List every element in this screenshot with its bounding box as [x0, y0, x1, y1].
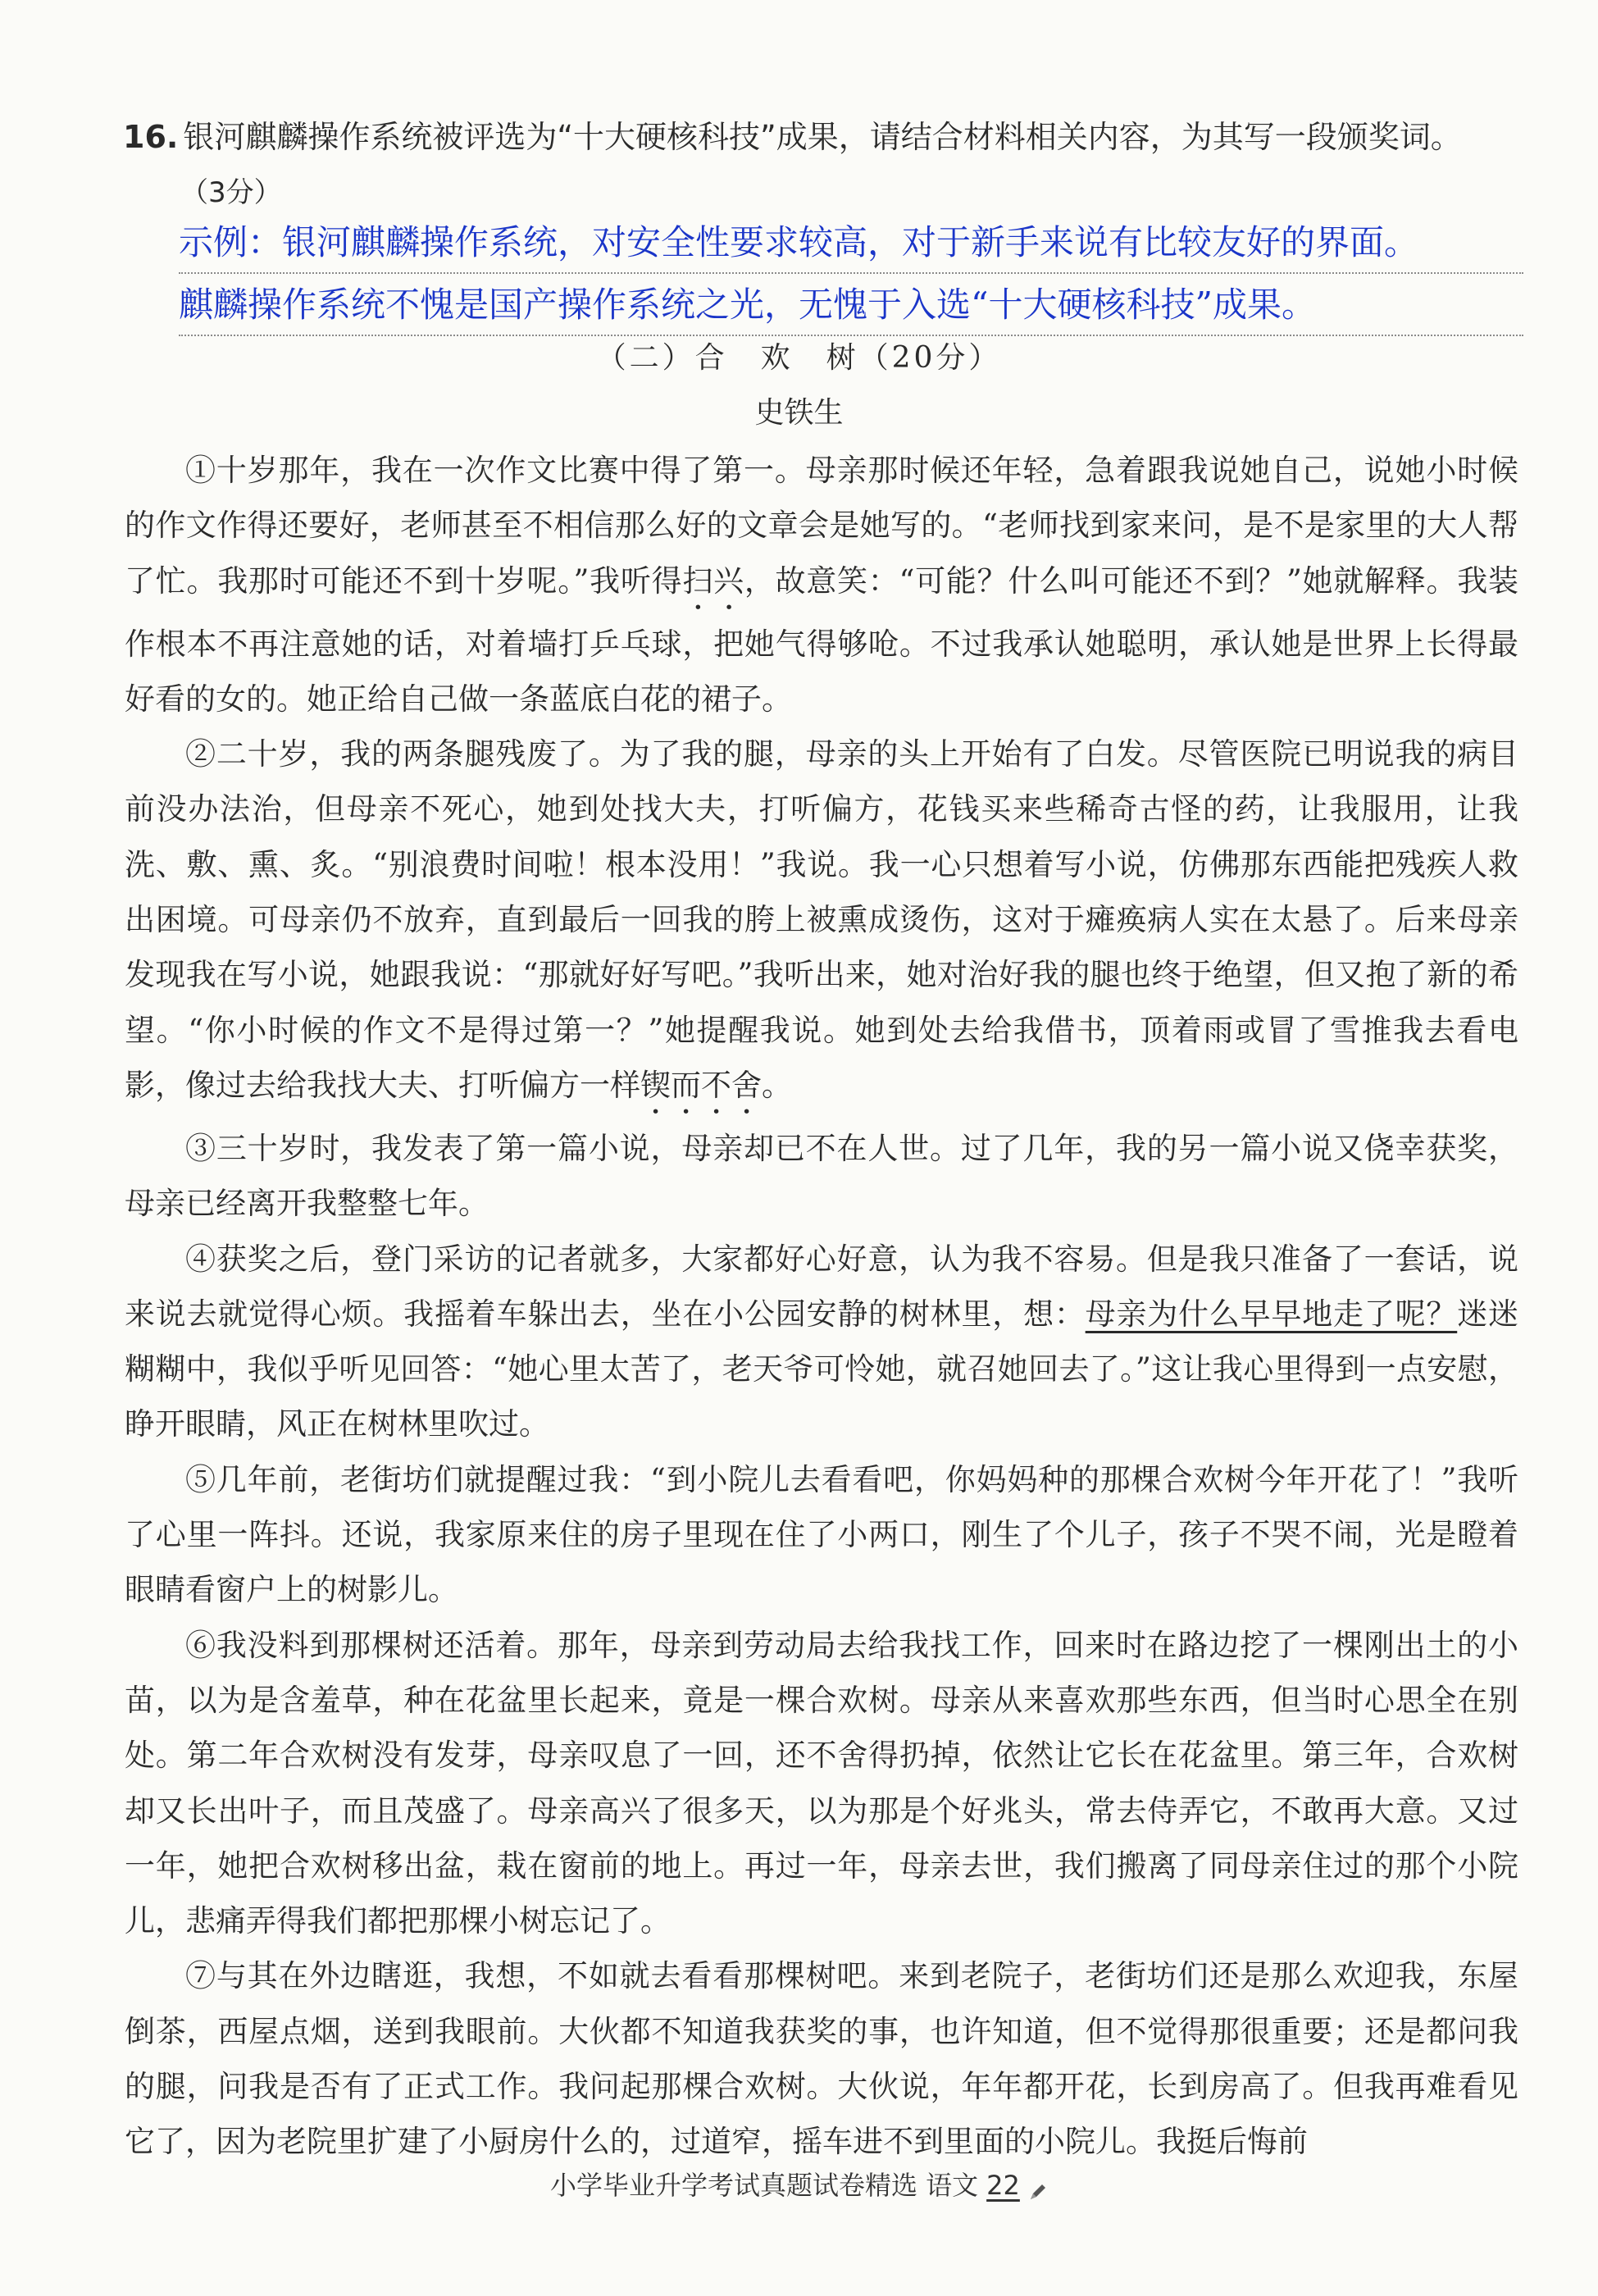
question-points: （3分） — [180, 176, 282, 209]
paragraph-7: ⑦与其在外边瞎逛，我想，不如就去看看那棵树吧。来到老院子，老街坊们还是那么欢迎我，东屋倒茶，西屋点烟，送到我眼前。大伙都不知道我获奖的事，也许知道，但不觉得那很重要；还是都问我的腿，问我是否有了正式工作。我问起那棵合欢树。大伙说，年年都开花，长到房高了。但我再难看见它了，因为老院里扩建了小厨房什么的，过道窄，摇车进不到里面的小院儿。我挺后悔前 — [125, 1958, 1518, 2160]
handwritten-answer — [179, 212, 1523, 336]
paragraph-5: ⑤几年前，老街坊们就提醒过我：“到小院儿去看看吧，你妈妈种的那棵合欢树今年开花了！”我听了心里一阵抖。还说，我家原来住的房子里现在住了小两口，刚生了个儿子，孩子不哭不闹，光是瞪着眼睛看窗户上的树影儿。 — [125, 1461, 1518, 1608]
paragraph-4: ④获奖之后，登门采访的记者就多，大家都好心好意，认为我不容易。但是我只准备了一套话，说来说去就觉得心烦。我摇着车躲出去，坐在小公园安静的树林里，想：母亲为什么早早地走了呢？迷迷糊糊中，我似乎听见回答：“她心里太苦了，老天爷可怜她，就召她回去了。”这让我心里得到一点安慰，睁开眼睛，风正在树林里吹过。 — [125, 1241, 1519, 1442]
underlined-sentence: 母亲为什么早早地走了呢？ — [1085, 1296, 1458, 1332]
pencil-icon — [1028, 2177, 1048, 2197]
page-number: 22 — [986, 2170, 1020, 2201]
book-title: 小学毕业升学考试真题试卷精选 语文 — [549, 2170, 979, 2201]
answer-line-2: 麒麟操作系统不愧是国产操作系统之光，无愧于入选“十大硬核科技”成果。 — [179, 274, 1523, 336]
paragraph-2: ②二十岁，我的两条腿残废了。为了我的腿，母亲的头上开始有了白发。尽管医院已明说我的病目前没办法治，但母亲不死心，她到处找大夫，打听偏方，花钱买来些稀奇古怪的药，让我服用，让我洗、敷、熏、炙。“别浪费时间啦！根本没用！”我说。我一心只想着写小说，仿佛那东西能把残疾人救出困境。可母亲仍不放弃，直到最后一回我的胯上被熏成烫伤，这对于瘫痪病人实在太悬了。后来母亲发现我在写小说，她跟我说：“那就好好写吧。”我听出来，她对治好我的腿也终于绝望，但又抱了新的希望。“你小时候的作文不是得过第一？”她提醒我说。她到处去给我借书，顶着雨或冒了雪推我去看电影，像过去给我找大夫、打听偏方一样锲而不舍。 — [125, 736, 1518, 1103]
question-16 — [123, 113, 1509, 209]
paragraph-6: ⑥我没料到那棵树还活着。那年，母亲到劳动局去给我找工作，回来时在路边挖了一棵刚出土的小苗，以为是含羞草，种在花盆里长起来，竟是一棵合欢树。母亲从来喜欢那些东西，但当时心思全在别处。第二年合欢树没有发芽，母亲叹息了一回，还不舍得扔掉，依然让它长在花盆里。第三年，合欢树却又长出叶子，而且茂盛了。母亲高兴了很多天，以为那是个好兆头，常去侍弄它，不敢再大意。又过一年，她把合欢树移出盆，栽在窗前的地上。再过一年，母亲去世，我们搬离了同母亲住过的那个小院儿，悲痛弄得我们都把那棵小树忘记了。 — [125, 1627, 1518, 1939]
paragraph-3: ③三十岁时，我发表了第一篇小说，母亲却已不在人世。过了几年，我的另一篇小说又侥幸获奖，母亲已经离开我整整七年。 — [125, 1130, 1518, 1222]
question-text: 银河麒麟操作系统被评选为“十大硬核科技”成果，请结合材料相关内容，为其写一段颁奖词。 — [183, 119, 1462, 155]
emphasis-dotted: 锲而不舍 — [640, 1067, 762, 1103]
author: 史铁生 — [754, 396, 844, 430]
article-body — [125, 443, 1518, 2170]
paragraph-1: ①十岁那年，我在一次作文比赛中得了第一。母亲那时候还年轻，急着跟我说她自己，说她小时候的作文作得还要好，老师甚至不相信那么好的文章会是她写的。“老师找到家来问，是不是家里的大人帮了忙。我那时可能还不到十岁呢。”我听得扫兴，故意笑：“可能？什么叫可能还不到？”她就解释。我装作根本不再注意她的话，对着墙打乒乓球，把她气得够呛。不过我承认她聪明，承认她是世界上长得最好看的女的。她正给自己做一条蓝底白花的裙子。 — [125, 453, 1518, 717]
question-number: 16. — [123, 119, 179, 155]
page-footer — [0, 2165, 1598, 2203]
section-title: （二）合 欢 树（20分） — [596, 341, 1002, 375]
emphasis-dotted: 扫兴 — [682, 563, 744, 599]
answer-line-1: 示例：银河麒麟操作系统，对安全性要求较高，对于新手来说有比较友好的界面。 — [179, 212, 1523, 274]
